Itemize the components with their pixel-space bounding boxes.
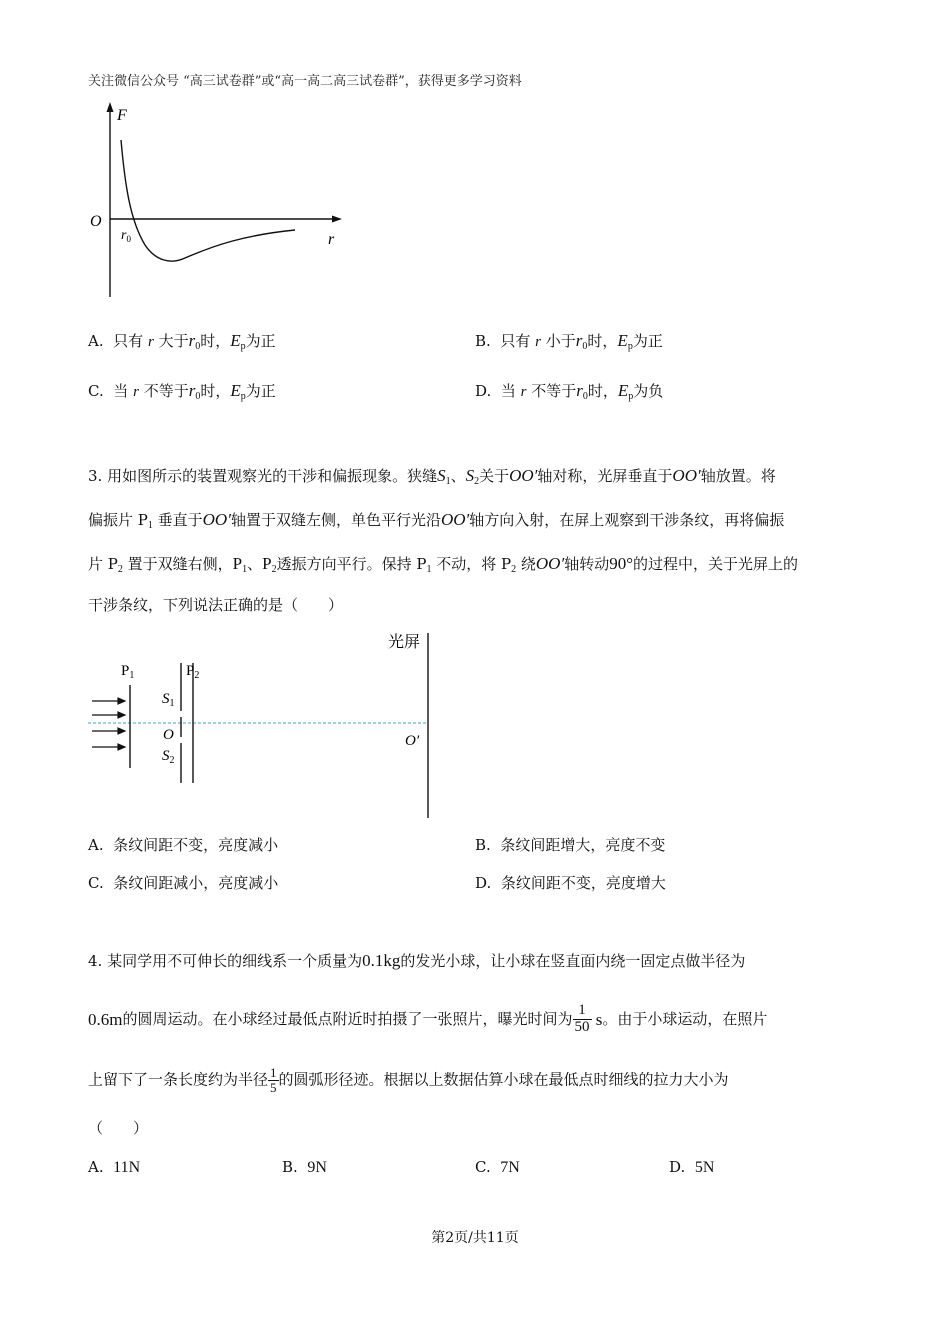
q4-option-c: C. 7N bbox=[475, 1158, 520, 1176]
incident-arrows bbox=[92, 698, 125, 750]
force-distance-graph bbox=[85, 100, 350, 305]
interference-diagram bbox=[85, 625, 435, 825]
y-axis-arrow bbox=[107, 102, 114, 112]
q2-option-c: C. 当 r 不等于$r_0$时，$E_p$为正 bbox=[88, 381, 276, 402]
q3-line-3: 片 $P_2$ 置于双缝右侧，$P_1$、$P_2$透振方向平行。保持 $P_1$ 不动，将 $P_2$ 绕OO′轴转动90°的过程中，关于光屏上的 bbox=[88, 554, 799, 575]
q4-option-d: D. 5N bbox=[669, 1158, 715, 1176]
screen-label: 光屏 bbox=[388, 634, 421, 651]
y-axis-label: F bbox=[117, 107, 127, 124]
x-axis-label: r bbox=[328, 231, 335, 248]
force-curve bbox=[121, 140, 295, 261]
q4-option-a: A. 11N bbox=[88, 1158, 141, 1176]
q2-option-b: B. 只有 r 小于$r_0$时，$E_p$为正 bbox=[475, 331, 663, 352]
origin-label: O bbox=[90, 213, 102, 230]
q3-line-2: 偏振片 $P_1$ 垂直于OO′轴置于双缝左侧，单色平行光沿OO′轴方向入射，在屏上观察到干涉条纹，再将偏振 bbox=[88, 510, 785, 531]
q3-line-1: 3. 用如图所示的装置观察光的干涉和偏振现象。狭缝$S_1$、$S_2$关于OO′轴对称，光屏垂直于OO′轴放置。将 bbox=[88, 466, 776, 487]
q3-option-d: D. 条纹间距不变，亮度增大 bbox=[475, 874, 666, 892]
x-axis-arrow bbox=[332, 216, 342, 223]
r0-label: $r_0$ bbox=[121, 228, 131, 244]
radius-fraction: $\frac{1}{5}$ bbox=[270, 1065, 277, 1095]
p2-label: $P_2$ bbox=[186, 663, 200, 681]
q3-option-c: C. 条纹间距减小，亮度减小 bbox=[88, 874, 279, 892]
q4-option-b: B. 9N bbox=[282, 1158, 327, 1176]
q3-option-a: A. 条纹间距不变，亮度减小 bbox=[88, 836, 279, 854]
q3-line-4: 干涉条纹，下列说法正确的是（ ） bbox=[88, 596, 344, 614]
exposure-fraction: $\frac{1}{50}$ bbox=[574, 1002, 590, 1035]
q2-option-d: D. 当 r 不等于$r_0$时，$E_p$为负 bbox=[475, 381, 664, 402]
s2-label: $S_2$ bbox=[162, 748, 175, 766]
header-note: 关注微信公众号 “高三试卷群”或“高一高二高三试卷群”，获得更多学习资料 bbox=[88, 74, 522, 89]
q3-option-b: B. 条纹间距增大，亮度不变 bbox=[475, 836, 666, 854]
o-prime-label: O′ bbox=[405, 733, 420, 749]
q4-line-3: 上留下了一条长度约为半径 $\frac{1}{5}$ 的圆弧形径迹。根据以上数据估算小球在最低点时细线的拉力大小为 bbox=[88, 1065, 729, 1095]
q2-option-a: A. 只有 r 大于$r_0$时，$E_p$为正 bbox=[88, 331, 276, 352]
s1-label: $S_1$ bbox=[162, 691, 175, 709]
page-footer: 第2页/共11页 bbox=[431, 1230, 519, 1246]
o-label: O bbox=[163, 727, 174, 743]
q4-line-1: 4. 某同学用不可伸长的细线系一个质量为0.1kg的发光小球，让小球在竖直面内绕一固定点做半径为 bbox=[88, 951, 746, 970]
q4-line-2: 0.6m的圆周运动。在小球经过最低点附近时拍摄了一张照片，曝光时间为 $\frac{1}{50}$ s。由于小球运动，在照片 bbox=[88, 1002, 768, 1035]
p1-label: $P_1$ bbox=[121, 663, 135, 681]
q4-line-4: （ ） bbox=[88, 1119, 149, 1137]
